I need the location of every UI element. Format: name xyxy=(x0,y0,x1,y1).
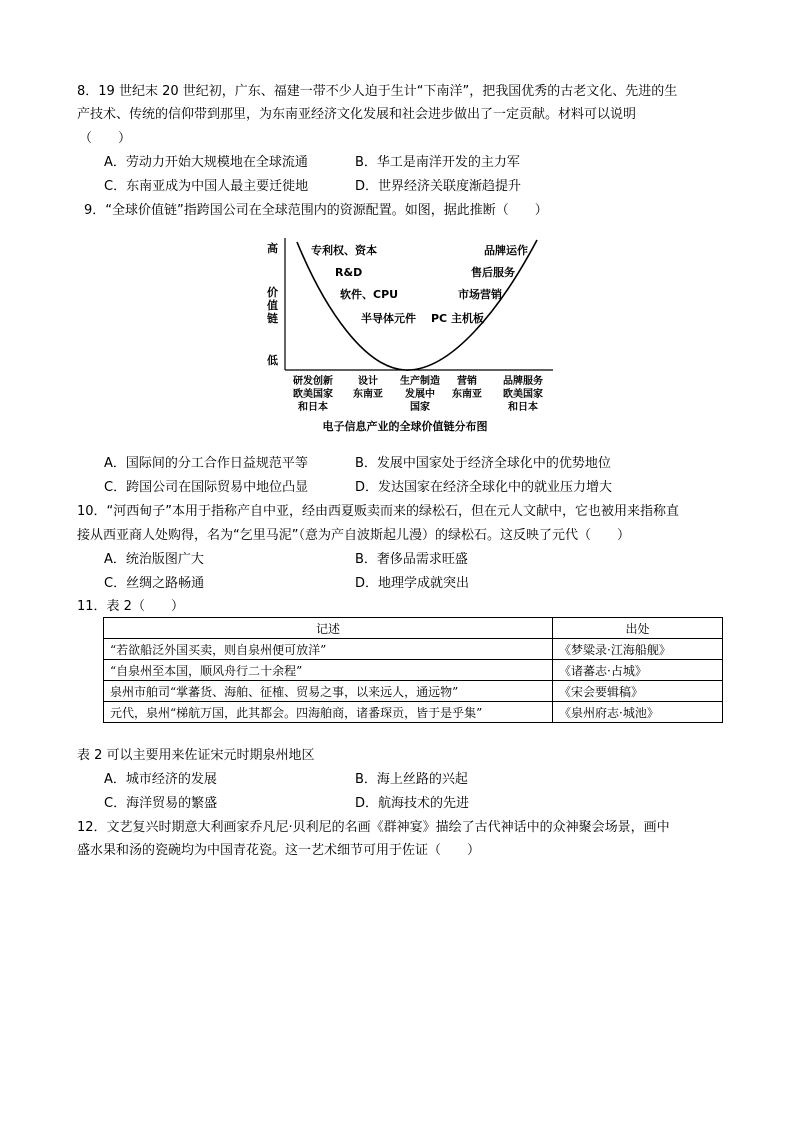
left-label-1: 专利权、资本 xyxy=(311,244,377,257)
smile-curve xyxy=(297,240,537,370)
left-label-3: 软件、CPU xyxy=(340,288,399,301)
table-cell-record: “若欲船泛外国买卖，则自泉州便可放洋” xyxy=(104,639,553,660)
q11-option-d: D．航海技术的先进 xyxy=(355,796,470,811)
right-label-2: 售后服务 xyxy=(471,266,515,279)
table-row xyxy=(104,702,723,723)
right-label-4: PC 主机板 xyxy=(431,312,484,325)
table-cell-record: “自泉州至本国，顺风舟行二十余程” xyxy=(104,660,553,681)
y-axis-value-label-1 xyxy=(267,285,279,325)
x-category-1-line3: 和日本 xyxy=(298,402,328,413)
table-row xyxy=(104,681,723,702)
q12-stem-line2: 盛水果和汤的瓷碗均为中国青花瓷。这一艺术细节可用于佐证（ ） xyxy=(77,843,481,858)
q9-option-a: A．国际间的分工合作日益规范平等 xyxy=(104,456,308,471)
q9-stem: 9．“全球价值链”指跨国公司在全球范围内的资源配置。如图，据此推断（ ） xyxy=(84,203,548,218)
q10-stem-line1: 10．“河西甸子”本用于指称产自中亚，经由西夏贩卖而来的绿松石，但在元人文献中，它也被用来指称直 xyxy=(77,504,680,519)
x-category-3-line1: 生产制造 xyxy=(400,376,440,387)
q11-after-table: 表 2 可以主要用来佐证宋元时期泉州地区 xyxy=(77,748,315,763)
value-chain-chart xyxy=(255,230,555,440)
right-label-3: 市场营销 xyxy=(458,288,502,301)
table-cell-source: 《梦粱录·江海船舰》 xyxy=(553,639,723,660)
q8-option-d: D．世界经济关联度渐趋提升 xyxy=(355,179,522,194)
q8-answer-bracket: （ ） xyxy=(79,131,132,146)
y-axis-label-char: 价 xyxy=(267,286,278,299)
q9-option-d: D．发达国家在经济全球化中的就业压力增大 xyxy=(355,480,613,495)
x-category-5-line1: 品牌服务 xyxy=(503,376,543,387)
q11-option-b: B．海上丝路的兴起 xyxy=(355,772,468,787)
table-header-row xyxy=(104,618,723,639)
table-cell-record: 泉州市舶司“掌蕃货、海舶、征榷、贸易之事，以来远人，通远物” xyxy=(104,681,553,702)
x-category-1-line1: 研发创新 xyxy=(293,376,333,387)
x-category-1-line2: 欧美国家 xyxy=(293,389,333,400)
q9-option-c: C．跨国公司在国际贸易中地位凸显 xyxy=(104,480,309,495)
x-category-4-line1: 营销 xyxy=(457,376,477,387)
q10-option-b: B．奢侈品需求旺盛 xyxy=(355,552,468,567)
q8-option-c: C．东南亚成为中国人最主要迁徙地 xyxy=(104,179,309,194)
table-cell-record: 元代，泉州“梯航万国，此其都会。四海舶商，诸番琛贡，皆于是乎集” xyxy=(104,702,553,723)
q8-stem-line1: 8．19 世纪末 20 世纪初，广东、福建一带不少人迫于生计“下南洋”，把我国优秀的古老文化、先进的生 xyxy=(77,84,678,99)
q9-option-b: B．发展中国家处于经济全球化中的优势地位 xyxy=(355,456,611,471)
table-cell-source: 《宋会要辑稿》 xyxy=(553,681,723,702)
x-category-2-line2: 东南亚 xyxy=(353,389,383,400)
q11-option-c: C．海洋贸易的繁盛 xyxy=(104,796,218,811)
table-cell-source: 《泉州府志·城池》 xyxy=(553,702,723,723)
x-category-5-line3: 和日本 xyxy=(508,402,538,413)
table-row xyxy=(104,660,723,681)
left-label-2: R&D xyxy=(335,266,363,279)
chart-title: 电子信息产业的全球价值链分布图 xyxy=(322,420,488,433)
x-category-2-line1: 设计 xyxy=(358,376,378,387)
q8-option-b: B．华工是南洋开发的主力军 xyxy=(355,155,520,170)
y-axis-label-char: 链 xyxy=(267,312,278,325)
y-axis-low-label: 低 xyxy=(267,354,278,367)
q12-stem-line1: 12．文艺复兴时期意大利画家乔凡尼·贝利尼的名画《群神宴》描绘了古代神话中的众神聚会场景，画中 xyxy=(77,820,670,835)
q10-option-a: A．统治版图广大 xyxy=(104,552,204,567)
q8-stem-line2: 产技术、传统的信仰带到那里，为东南亚经济文化发展和社会进步做出了一定贡献。材料可以说明 xyxy=(77,107,637,122)
y-axis-high-label: 高 xyxy=(267,242,278,255)
x-category-3-line3: 国家 xyxy=(410,402,430,413)
q11-stem: 11．表 2（ ） xyxy=(77,599,184,614)
table-2 xyxy=(103,617,723,723)
header-record: 记述 xyxy=(104,618,553,639)
q10-option-d: D．地理学成就突出 xyxy=(355,576,470,591)
q8-option-a: A．劳动力开始大规模地在全球流通 xyxy=(104,155,308,170)
header-source: 出处 xyxy=(553,618,723,639)
left-label-4: 半导体元件 xyxy=(361,312,416,325)
x-category-4-line2: 东南亚 xyxy=(452,389,482,400)
y-axis-label-char: 值 xyxy=(267,299,278,312)
table-cell-source: 《诸蕃志·占城》 xyxy=(553,660,723,681)
x-category-3-line2: 发展中 xyxy=(405,389,435,400)
q10-stem-line2: 接从西亚商人处购得，名为“乞里马泥”（意为产自波斯起儿漫）的绿松石。这反映了元代（ ） xyxy=(77,528,630,543)
q10-option-c: C．丝绸之路畅通 xyxy=(104,576,205,591)
q11-option-a: A．城市经济的发展 xyxy=(104,772,217,787)
right-label-1: 品牌运作 xyxy=(484,244,528,257)
table-row xyxy=(104,639,723,660)
x-category-5-line2: 欧美国家 xyxy=(503,389,543,400)
